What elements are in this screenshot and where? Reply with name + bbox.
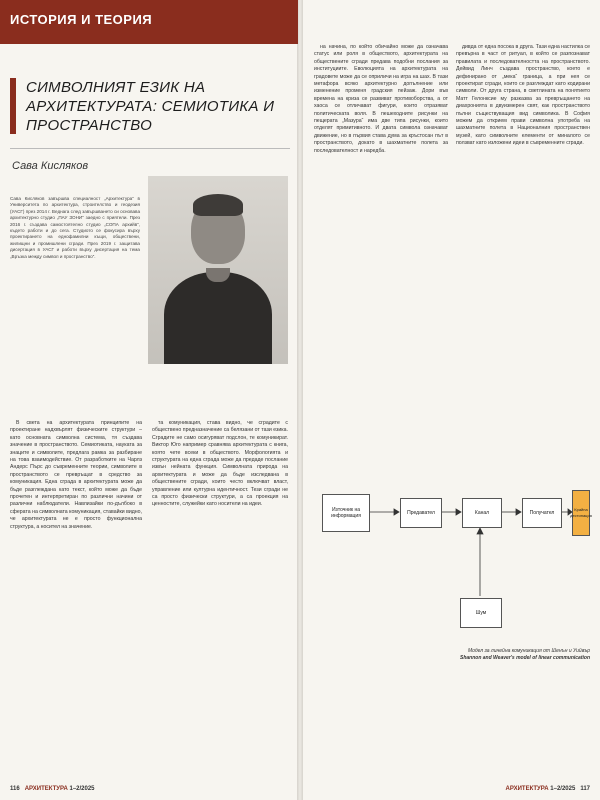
left-footer <box>10 786 95 792</box>
communication-diagram <box>320 486 592 644</box>
left-issue: 1–2/2025 <box>69 786 95 792</box>
paragraph: дивда от една посока в друга. Тази една настилка се превърна в част от ритуал, в който се разпознават правилата и последователността на пространството. Дейвид Линч създава пространство, което е дефинирано от „мека“ граница, а при нея се проектират сгради, които се разглеждат като кодирани символи. От друга страна, в светлината на понятието Матт Гелонксие му разказва за превръщането на диахронията в двуизмерен свят, как пространството пълни съществуващия вид символика. В София можем да открием прави символна употреба на шахматните полета в Националния пространствен музей, като символните елементи от миналото се ползват като изложени идеи в съвременните сгради. <box>456 44 590 147</box>
right-magazine-name: АРХИТЕКТУРА <box>505 786 549 792</box>
destination-box: Крайна дестинация <box>572 490 590 536</box>
section-label: ИСТОРИЯ И ТЕОРИЯ <box>10 12 153 27</box>
body-column-3 <box>314 44 448 474</box>
paragraph: В света на архитектурата принципите на проектиране надхвърлят физическите структури – като основната символна система, тя създава значение в пространството. Семиотиката, науката за знаците и символите, предлага рамка за разбиране на това взаимодействие. От разработките на Чарлз Андерс Пърс до съвременните теории, символите в пространството се превръщат в средство за комуникация. Една сграда в архитектурата може да бъде разглеждана като текст, който може да бъде прочетен и интерпретиран по различни начини от различни наблюдатели. Навлизайки по-дълбоко в сферата на символната комуникация, ставайки видно, че архитектурата не е просто функционална структура, а носител на значение. <box>10 420 142 530</box>
author-bio: Сава Кисляков завършва специалност „Архитектура“ в Университета по архитектура, строителство и геодезия (УАСГ) през 2014 г. Веднага след завършването си основава архитектурно студио „ПАУ ЗОНИ“ заедно с приятели. През 2016 г. създава самостоятелно студио „СОПА архийв“, където работи и до сега. Студиото се фокусира върху проектирането на еднофамилни къщи, обществени, жилищни и промишлени сгради. През 2019 г. защитава дисертация в УАСГ и работи върху дисертация на тема „Връзка между символ и пространство“. <box>10 196 140 259</box>
left-magazine-name: АРХИТЕКТУРА <box>24 786 68 792</box>
body-column-2 <box>152 420 288 760</box>
noise-box: Шум <box>460 598 502 628</box>
receiver-box: Получател <box>522 498 562 528</box>
article-title: СИМВОЛНИЯТ ЕЗИК НА АРХИТЕКТУРАТА: СЕМИОТИКА И ПРОСТРАНСТВО <box>26 79 275 134</box>
title-divider <box>10 148 290 149</box>
page-gutter <box>297 0 303 800</box>
body-column-1 <box>10 420 142 760</box>
body-column-4 <box>456 44 590 474</box>
transmitter-box: Предавател <box>400 498 442 528</box>
caption-en: Shannon and Weaver's model of linear communication <box>459 654 590 661</box>
title-accent-bar <box>10 78 16 134</box>
right-page-number: 117 <box>580 786 590 792</box>
author-name: Сава Кисляков <box>12 160 89 172</box>
author-photo <box>148 176 288 364</box>
right-footer <box>505 786 590 792</box>
channel-box: Канал <box>462 498 502 528</box>
left-page-number: 116 <box>10 786 20 792</box>
caption-bg: Модел за линейна комуникация от Шенън и Уийвър <box>467 648 590 654</box>
source-box: Източник на информация <box>322 494 370 532</box>
paragraph: на начина, по който обичайно може да означава статус или роля в обществото, архитектурата на обществените сгради предава подобни послания за институциите. Еволюцията на архитектурата на градовете може да се оприличи на игра на шах. В тази метафора всяко архитектурно допълнение или изменение променя градския пейзаж. Дори във времена на криза се развиват противоборства, а от хаоса се отличават фигури, които отразяват политическата воля. В пешеходните рисунки на пещерата „Мазура“ има две типа рисунки, които отделят примитивното. И двата символа означават движение, но в първия става дума за кръстосан път в пространството, докато в шахматните полета за последователност и наредба. <box>314 44 448 154</box>
diagram-caption <box>440 648 590 661</box>
section-header <box>0 0 298 44</box>
right-issue: 1–2/2025 <box>550 786 576 792</box>
paragraph: та комуникация, става видно, че сградите с обществено предназначение са белязани от тази езика. Сградите не само осигуряват подслон, те комуникират. Виктор Юго например сравнява архитектурата с книга, която чете всеки в обществото. Морфологията и структурата на една сграда може да предаде послание извън нейната функция. Символната природа на архитектурата и може да бъде изследвана в обществените сгради, които често включват власт, управление или културна идентичност. Тези сгради не са просто физически структури, а са проекция на ценностите, служейки като носители на идеи. <box>152 420 288 508</box>
